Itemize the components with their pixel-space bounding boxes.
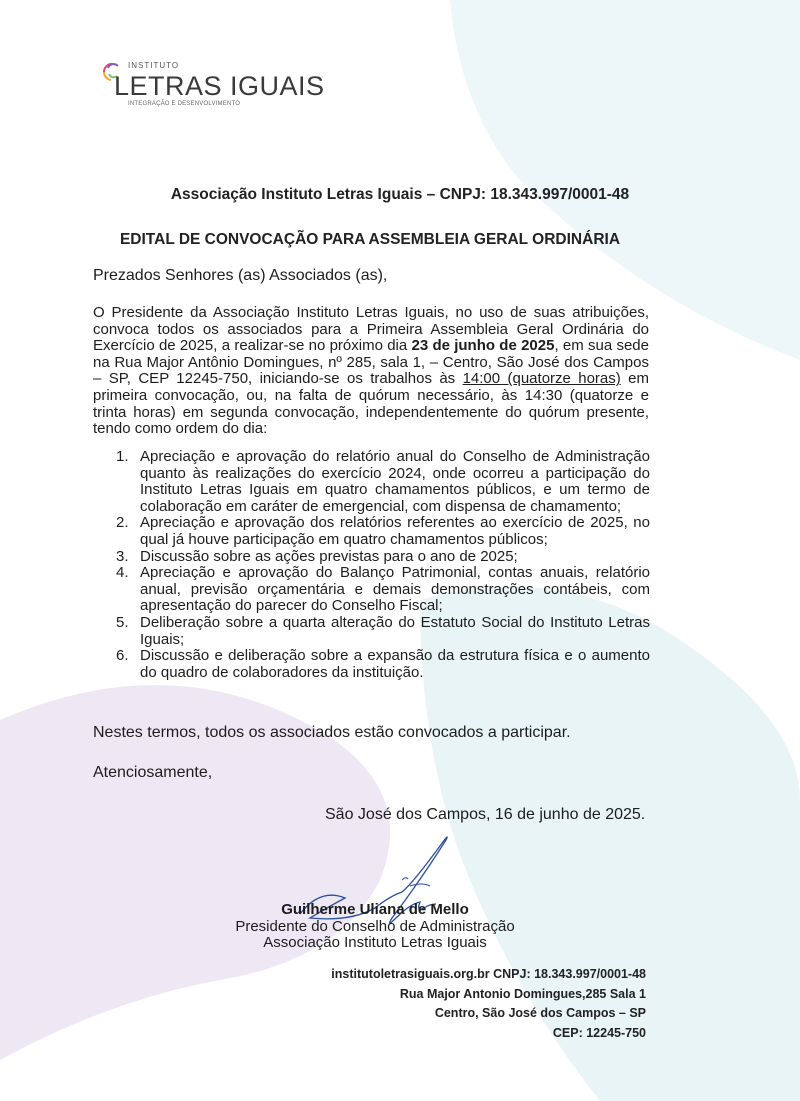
closing-statement: Nestes termos, todos os associados estão convocados a participar. bbox=[93, 724, 571, 741]
agenda-item-text: Discussão sobre as ações previstas para o ano de 2025; bbox=[140, 547, 518, 565]
agenda-item bbox=[110, 648, 650, 681]
agenda-item bbox=[110, 549, 650, 566]
logo-main-text: LETRAS IGUAIS bbox=[114, 71, 325, 101]
agenda-item bbox=[110, 449, 650, 515]
meeting-date: 23 de junho de 2025 bbox=[411, 337, 555, 355]
regards: Atenciosamente, bbox=[93, 764, 213, 781]
agenda-item-number: 2. bbox=[116, 514, 129, 532]
agenda-item bbox=[110, 565, 650, 615]
footer-address: Rua Major Antonio Domingues,285 Sala 1 bbox=[399, 986, 646, 1001]
agenda-item-number: 5. bbox=[116, 613, 129, 631]
logo-small-text: INSTITUTO bbox=[128, 61, 180, 70]
agenda-item bbox=[110, 615, 650, 648]
agenda-item-text: Apreciação e aprovação do Balanço Patrimonial, contas anuais, relatório anual, previsão orçamentária e demais demonstrações contábeis, com apresentação do parecer do Conselho Fiscal; bbox=[140, 564, 650, 615]
paragraph-text-1: O Presidente da Associação Instituto Letras Iguais, no uso de suas atribuições, convoca todos os associados para a Primeira Assembleia Geral Ordinária do Exercício de 2025, a realizar-se no próximo dia bbox=[93, 304, 649, 355]
agenda-item-number: 3. bbox=[116, 547, 129, 565]
footer-cep: CEP: 12245-750 bbox=[552, 1025, 646, 1040]
convocation-paragraph bbox=[93, 305, 649, 438]
meeting-time: 14:00 (quatorze horas) bbox=[462, 370, 621, 388]
signer-block bbox=[215, 902, 535, 952]
signer-name: Guilherme Uliana de Mello bbox=[281, 901, 469, 918]
agenda-item-text: Discussão e deliberação sobre a expansão da estrutura física e o aumento do quadro de colaboradores da instituição. bbox=[140, 647, 650, 681]
agenda-item-number: 6. bbox=[116, 647, 129, 665]
paragraph-text-2: , em sua sede na Rua Major Antônio Domingues, nº 285, sala 1, – Centro, São José dos Campos – SP, CEP 12245-750, iniciando-se os trabalhos às bbox=[93, 337, 649, 388]
signer-organization: Associação Instituto Letras Iguais bbox=[263, 934, 487, 951]
place-and-date: São José dos Campos, 16 de junho de 2025. bbox=[325, 806, 646, 823]
document-title: EDITAL DE CONVOCAÇÃO PARA ASSEMBLEIA GERAL ORDINÁRIA bbox=[119, 231, 621, 248]
footer-contact bbox=[300, 965, 646, 1043]
agenda-item-number: 4. bbox=[116, 564, 129, 582]
letras-iguais-logo bbox=[100, 58, 360, 118]
signer-role: Presidente do Conselho de Administração bbox=[235, 917, 515, 935]
agenda-item-text: Apreciação e aprovação do relatório anual do Conselho de Administração quanto às realizações do exercício 2024, onde ocorreu a participação do Instituto Letras Iguais em quatro chamamentos públicos, e um termo de colaboração em caráter de emergencial, com dispensa de chamamento; bbox=[140, 448, 650, 515]
salutation: Prezados Senhores (as) Associados (as), bbox=[93, 267, 388, 284]
paragraph-text-3: em primeira convocação, ou, na falta de quórum necessário, às 14:30 (quatorze e trinta horas) em segunda convocação, independentemente do quórum presente, tendo como ordem do dia: bbox=[93, 370, 650, 438]
agenda-item-text: Apreciação e aprovação dos relatórios referentes ao exercício de 2025, no qual já houve participação em quatro chamamentos públicos; bbox=[140, 514, 650, 548]
agenda-item-text: Deliberação sobre a quarta alteração do Estatuto Social do Instituto Letras Iguais; bbox=[140, 613, 650, 648]
agenda-item bbox=[110, 515, 650, 548]
agenda-item-number: 1. bbox=[116, 448, 129, 465]
logo-subtitle: INTEGRAÇÃO E DESENVOLVIMENTO bbox=[128, 101, 241, 107]
footer-city: Centro, São José dos Campos – SP bbox=[434, 1006, 646, 1020]
agenda-list bbox=[110, 449, 650, 681]
association-heading: Associação Instituto Letras Iguais – CNPJ: 18.343.997/0001-48 bbox=[170, 186, 630, 203]
footer-website-cnpj: institutoletrasiguais.org.br CNPJ: 18.343.997/0001-48 bbox=[331, 967, 646, 981]
